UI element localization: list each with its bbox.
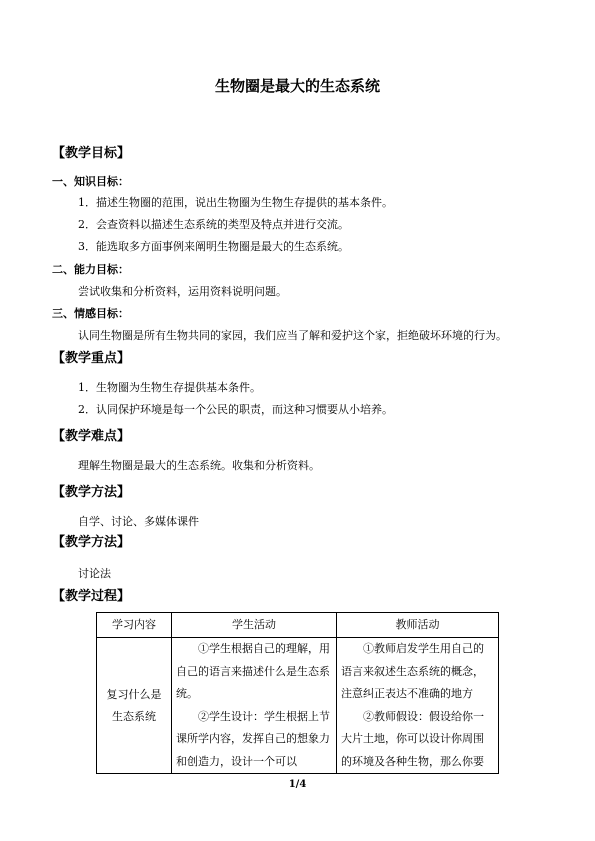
difficult-point-text: 理解生物圈是最大的生态系统。收集和分析资料。 bbox=[78, 459, 320, 472]
page-number: 1/4 bbox=[288, 779, 307, 790]
knowledge-goal-item-3: 3．能选取多方面事例来阐明生物圈是最大的生态系统。 bbox=[78, 240, 349, 253]
table-header-cell: 教师活动 bbox=[337, 613, 499, 638]
table-row bbox=[97, 638, 499, 774]
teacher-activity-paragraph: ②教师假设：假设给你一大片土地，你可以设计你周围的环境及各种生物，那么你要 bbox=[341, 709, 484, 768]
key-point-item-2: 2．认同保护环境是每一个公民的职责，而这种习惯要从小培养。 bbox=[78, 403, 393, 416]
student-activity-paragraph: ②学生设计：学生根据上节课所学内容，发挥自己的想象力和创造力，设计一个可以 bbox=[176, 709, 330, 768]
table-cell-student bbox=[172, 638, 337, 774]
teacher-activity-paragraph: ①教师启发学生用自己的语言来叙述生态系统的概念，注意纠正表达不准确的地方 bbox=[341, 642, 484, 700]
section-heading-goals: 【教学目标】 bbox=[52, 146, 131, 161]
document-title: 生物圈是最大的生态系统 bbox=[214, 77, 380, 95]
teaching-process-table bbox=[96, 612, 499, 774]
emotion-goal-heading: 三、情感目标： bbox=[52, 307, 129, 320]
table-cell-content: 复习什么是生态系统 bbox=[97, 638, 172, 774]
knowledge-goal-heading: 一、知识目标： bbox=[52, 175, 129, 188]
ability-goal-text: 尝试收集和分析资料，运用资料说明问题。 bbox=[78, 285, 287, 298]
section-heading-method-2: 【教学方法】 bbox=[52, 535, 131, 550]
emotion-goal-text: 认同生物圈是所有生物共同的家园，我们应当了解和爱护这个家，拒绝破坏环境的行为。 bbox=[78, 329, 507, 342]
table-header-row bbox=[97, 613, 499, 638]
table-header-cell: 学习内容 bbox=[97, 613, 172, 638]
section-heading-difficult-points: 【教学难点】 bbox=[52, 429, 131, 444]
section-heading-process: 【教学过程】 bbox=[52, 589, 131, 604]
method-1-text: 自学、讨论、多媒体课件 bbox=[78, 515, 199, 528]
knowledge-goal-item-2: 2．会查资料以描述生态系统的类型及特点并进行交流。 bbox=[78, 218, 349, 231]
table-header-cell: 学生活动 bbox=[172, 613, 337, 638]
ability-goal-heading: 二、能力目标： bbox=[52, 263, 129, 276]
knowledge-goal-item-1: 1．描述生物圈的范围，说出生物圈为生物生存提供的基本条件。 bbox=[78, 196, 393, 209]
section-heading-key-points: 【教学重点】 bbox=[52, 351, 131, 366]
student-activity-paragraph: ①学生根据自己的理解，用自己的语言来描述什么是生态系统。 bbox=[176, 642, 330, 700]
section-heading-method-1: 【教学方法】 bbox=[52, 485, 131, 500]
key-point-item-1: 1．生物圈为生物生存提供基本条件。 bbox=[78, 381, 261, 394]
method-2-text: 讨论法 bbox=[78, 567, 111, 580]
table-cell-teacher bbox=[337, 638, 499, 774]
